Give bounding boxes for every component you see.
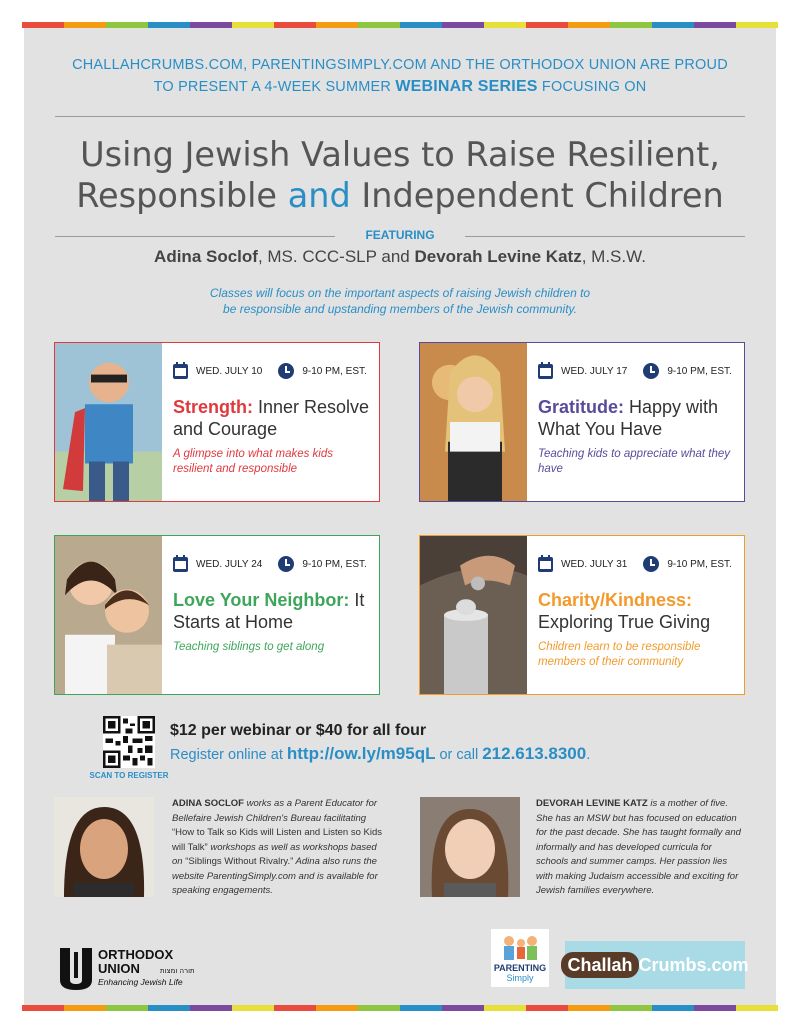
speaker-2-cred: , M.S.W. — [581, 247, 646, 266]
scan-to-register-label: SCAN TO REGISTER — [89, 771, 169, 780]
stripe-segment — [22, 1005, 64, 1011]
title-line-2-pre: Responsible — [76, 176, 288, 215]
featuring-rule-right — [465, 236, 745, 237]
stripe-segment — [358, 1005, 400, 1011]
pricing-text: $12 per webinar or $40 for all four — [170, 722, 427, 739]
focus-line-1: Classes will focus on the important aspects of raising Jewish children to — [209, 286, 591, 300]
register-line — [170, 744, 590, 764]
bottom-color-stripe — [22, 1005, 778, 1011]
session-title-bold: Gratitude: — [538, 397, 625, 417]
featuring-label: FEATURING — [365, 228, 435, 242]
speaker-2-name: Devorah Levine Katz — [414, 247, 582, 266]
session-date: WED. JULY 17 — [561, 365, 628, 377]
title-line-2 — [30, 175, 770, 216]
stripe-segment — [232, 1005, 274, 1011]
session-card-charity — [419, 535, 745, 695]
gratitude-photo — [420, 343, 527, 501]
session-time: 9-10 PM, EST. — [667, 365, 732, 377]
ou-logo-tagline: Enhancing Jewish Life — [98, 977, 183, 987]
stripe-segment — [400, 1005, 442, 1011]
session-description: Children learn to be responsible members of their community — [538, 641, 701, 668]
calendar-icon — [538, 364, 553, 379]
charity-photo — [420, 536, 527, 694]
ps-logo-line-2: Simply — [506, 973, 534, 983]
stripe-segment — [568, 1005, 610, 1011]
ou-logo-line-2: UNION — [98, 961, 140, 976]
devorah-bio-text: is a mother of five. She has an MSW but has focused on education for the past decade. She has taught formally and informally and has developed curricula for schools and summer camps. Her passion lies with making Judaism accessible and exciting for Jewish families everywhere. — [536, 798, 741, 896]
strength-photo — [55, 343, 162, 501]
session-card-strength — [54, 342, 380, 502]
register-post: . — [586, 747, 591, 763]
session-title-bold: Love Your Neighbor: — [173, 590, 350, 610]
calendar-icon — [173, 557, 188, 572]
featuring-rule-left — [55, 236, 335, 237]
adina-bio — [172, 797, 384, 899]
focus-line-2: be responsible and upstanding members of the Jewish community. — [223, 302, 577, 316]
session-meta — [538, 363, 732, 379]
stripe-segment — [64, 1005, 106, 1011]
stripe-segment — [190, 1005, 232, 1011]
adina-bio-text-1: works as a Parent Educator for Bellefaire Jewish Children's Bureau facilitating — [172, 798, 378, 824]
session-title — [538, 589, 738, 633]
stripe-segment — [316, 1005, 358, 1011]
siblings-photo — [55, 536, 162, 694]
cc-logo-text — [561, 955, 748, 976]
ps-logo-line-1: PARENTING — [493, 963, 547, 973]
register-phone[interactable]: 212.613.8300 — [482, 744, 587, 763]
clock-icon — [278, 556, 294, 572]
intro-line-2-post: FOCUSING ON — [537, 79, 647, 95]
intro-line-1: CHALLAHCRUMBS.COM, PARENTINGSIMPLY.COM AND THE ORTHODOX UNION ARE PROUD — [72, 57, 728, 73]
session-title — [173, 396, 373, 440]
session-title-rest: It Starts at Home — [173, 590, 365, 632]
adina-bio-quote-1: “How to Talk so Kids will Listen and Listen so Kids will Talk” — [172, 827, 382, 853]
session-meta — [538, 556, 732, 572]
register-pre: Register online at — [170, 747, 287, 763]
ou-logo-hebrew: תורה ומצות — [160, 967, 195, 975]
intro-text — [40, 54, 760, 98]
calendar-icon — [538, 557, 553, 572]
stripe-segment — [694, 1005, 736, 1011]
cc-logo-challah: Challah — [561, 952, 638, 978]
session-description: Teaching kids to appreciate what they have — [538, 448, 731, 475]
session-date: WED. JULY 10 — [196, 365, 263, 377]
clock-icon — [643, 556, 659, 572]
session-title — [538, 396, 738, 440]
speaker-1-name: Adina Soclof — [154, 247, 258, 266]
cc-logo-crumbs: Crumbs.com — [638, 954, 749, 975]
session-time: 9-10 PM, EST. — [667, 558, 732, 570]
stripe-segment — [610, 1005, 652, 1011]
session-meta — [173, 556, 367, 572]
stripe-segment — [274, 1005, 316, 1011]
session-title-rest: Inner Resolve and Courage — [173, 397, 370, 439]
orthodox-union-logo — [56, 940, 196, 990]
session-date: WED. JULY 31 — [561, 558, 628, 570]
intro-line-2 — [40, 76, 760, 98]
session-meta — [173, 363, 367, 379]
stripe-segment — [148, 1005, 190, 1011]
session-description: Teaching siblings to get along — [173, 641, 325, 653]
stripe-segment — [484, 1005, 526, 1011]
speaker-1-cred: , MS. CCC-SLP and — [257, 247, 415, 266]
intro-line-2-pre: TO PRESENT A 4-WEEK SUMMER — [153, 79, 396, 95]
devorah-headshot — [420, 797, 520, 897]
stripe-segment — [106, 1005, 148, 1011]
clock-icon — [643, 363, 659, 379]
focus-statement — [150, 285, 650, 317]
session-title-bold: Strength: — [173, 397, 253, 417]
session-title-rest: Happy with What You Have — [538, 397, 719, 439]
divider — [55, 116, 745, 117]
session-title — [173, 589, 373, 633]
session-title-rest: Exploring True Giving — [538, 612, 711, 632]
devorah-bio-name: DEVORAH LEVINE KATZ — [536, 798, 648, 809]
challah-crumbs-logo — [565, 941, 749, 989]
adina-bio-text-2: workshops as well as workshops based on — [172, 841, 377, 867]
devorah-bio — [536, 797, 746, 899]
parenting-simply-logo — [491, 929, 549, 987]
register-url-link[interactable]: http://ow.ly/m95qL — [286, 744, 436, 763]
session-date: WED. JULY 24 — [196, 558, 263, 570]
register-mid: or call — [435, 747, 483, 763]
title-line-2-post: Independent Children — [350, 176, 724, 215]
adina-headshot — [54, 797, 154, 897]
stripe-segment — [442, 1005, 484, 1011]
title-line-1: Using Jewish Values to Raise Resilient, — [80, 135, 720, 174]
stripe-segment — [736, 1005, 778, 1011]
adina-bio-quote-2: “Siblings Without Rivalry.” — [185, 856, 294, 867]
session-time: 9-10 PM, EST. — [302, 558, 367, 570]
ou-logo-line-1: ORTHODOX — [98, 947, 174, 962]
intro-webinar-series: WEBINAR SERIES — [395, 78, 538, 95]
session-card-gratitude — [419, 342, 745, 502]
clock-icon — [278, 363, 294, 379]
qr-code[interactable] — [103, 716, 155, 768]
calendar-icon — [173, 364, 188, 379]
page-title — [30, 134, 770, 216]
speakers-line — [40, 247, 760, 267]
title-and: and — [287, 176, 351, 215]
session-description: A glimpse into what makes kids resilient and responsible — [173, 448, 334, 475]
adina-bio-name: ADINA SOCLOF — [172, 798, 244, 809]
session-card-love-your-neighbor — [54, 535, 380, 695]
stripe-segment — [526, 1005, 568, 1011]
session-title-bold: Charity/Kindness: — [538, 590, 693, 610]
stripe-segment — [652, 1005, 694, 1011]
session-time: 9-10 PM, EST. — [302, 365, 367, 377]
adina-bio-text-3: Adina also runs the website ParentingSimply.com and is available for speaking engagements. — [172, 856, 378, 896]
